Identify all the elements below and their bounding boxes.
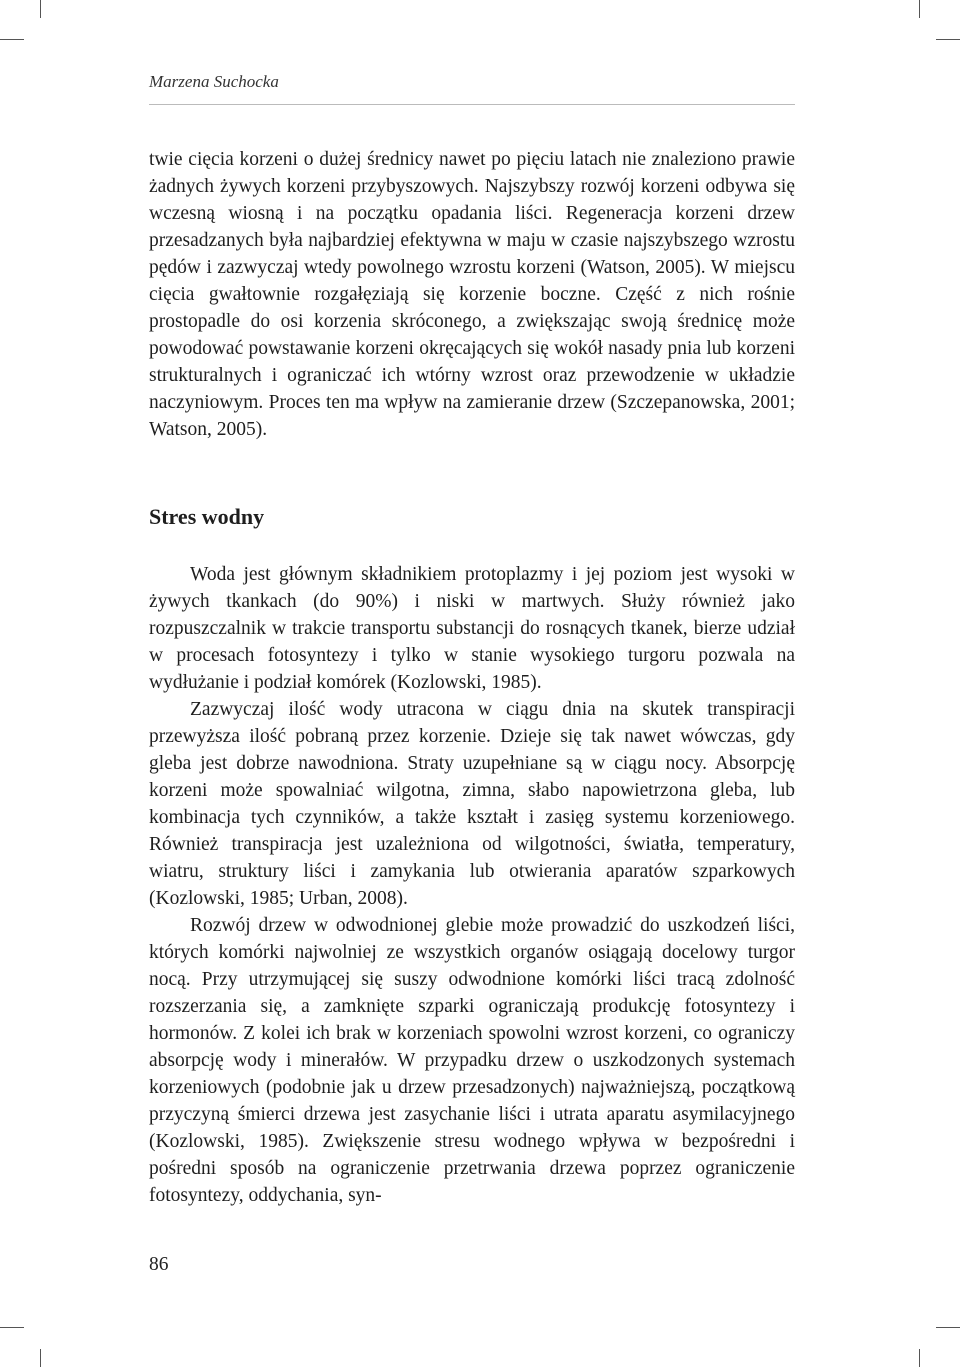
section-paragraph-1: Woda jest głównym składnikiem protoplazmy i jej poziom jest wysoki w żywych tkankach (do 90%) i niski w martwych. Służy również jako rozpuszczalnik w trakcie transportu substancji do rosnących tkanek, bierze udział w procesach fotosyntezy i tylko w stanie wysokiego turgoru pozwala na wydłużanie i podział komórek (Kozlowski, 1985). [149,564,795,693]
running-head-author: Marzena Suchocka [149,72,279,91]
section-paragraph-2: Zazwyczaj ilość wody utracona w ciągu dnia na skutek transpiracji przewyższa ilość pobraną przez korzenie. Dzieje się tak nawet wówczas, gdy gleba jest dobrze nawodniona. Straty uzupełniane są w ciągu nocy. Absorpcję korzeni może spowalniać wilgotna, zimna, słabo napowietrzona gleba, lub kombinacja tych czynników, a także kształt i zasięg systemu korzeniowego. Również transpiracja jest uzależniona od wilgotności, światła, temperatury, wiatru, struktury liści i zamykania lub otwierania aparatów szparkowych (Kozlowski, 1985; Urban, 2008). [149,699,795,909]
continued-paragraph-block [149,146,795,443]
section-body [149,561,795,1209]
header-rule [149,104,795,105]
section-heading: Stres wodny [149,504,265,529]
section-paragraph-3: Rozwój drzew w odwodnionej glebie może prowadzić do uszkodzeń liści, których komórki najwolniej ze wszystkich organów osiągają docelowy turgor nocą. Przy utrzymującej się suszy odwodnione komórki liści tracą zdolność rozszerzania się, a zamknięte szparki ograniczają produkcję fotosyntezy i hormonów. Z kolei ich brak w korzeniach spowolni wzrost korzeni, co ograniczy absorpcję wody i minerałów. W przypadku drzew o uszkodzonych systemach korzeniowych (podobnie jak u drzew przesadzonych) najważniejszą, początkową przyczyną śmierci drzewa jest zasychanie liści i utrata aparatu asymilacyjnego (Kozlowski, 1985). Zwiększenie stresu wodnego wpływa w bezpośredni i pośredni sposób na ograniczenie przetrwania drzewa poprzez ograniczenie fotosyntezy, oddychania, syn- [149,915,795,1206]
page-number: 86 [149,1254,169,1275]
paragraph-continued: twie cięcia korzeni o dużej średnicy nawet po pięciu latach nie znaleziono prawie żadnych żywych korzeni przybyszowych. Najszybszy rozwój korzeni odbywa się wczesną wiosną i na początku opadania liści. Regeneracja korzeni drzew przesadzanych była najbardziej efektywna w maju w czasie najszybszego wzrostu pędów i zazwyczaj wtedy powolnego wzrostu korzeni (Watson, 2005). W miejscu cięcia gwałtownie rozgałęziają się korzenie boczne. Część z nich rośnie prostopadle do osi korzenia skróconego, a zwiększając swoją średnicę może powodować powstawanie korzeni okręcających się wokół nasady pnia lub korzeni strukturalnych i ograniczać ich wtórny wzrost oraz przewodzenie w układzie naczyniowym. Proces ten ma wpływ na zamieranie drzew (Szczepanowska, 2001; Watson, 2005). [149,149,795,440]
